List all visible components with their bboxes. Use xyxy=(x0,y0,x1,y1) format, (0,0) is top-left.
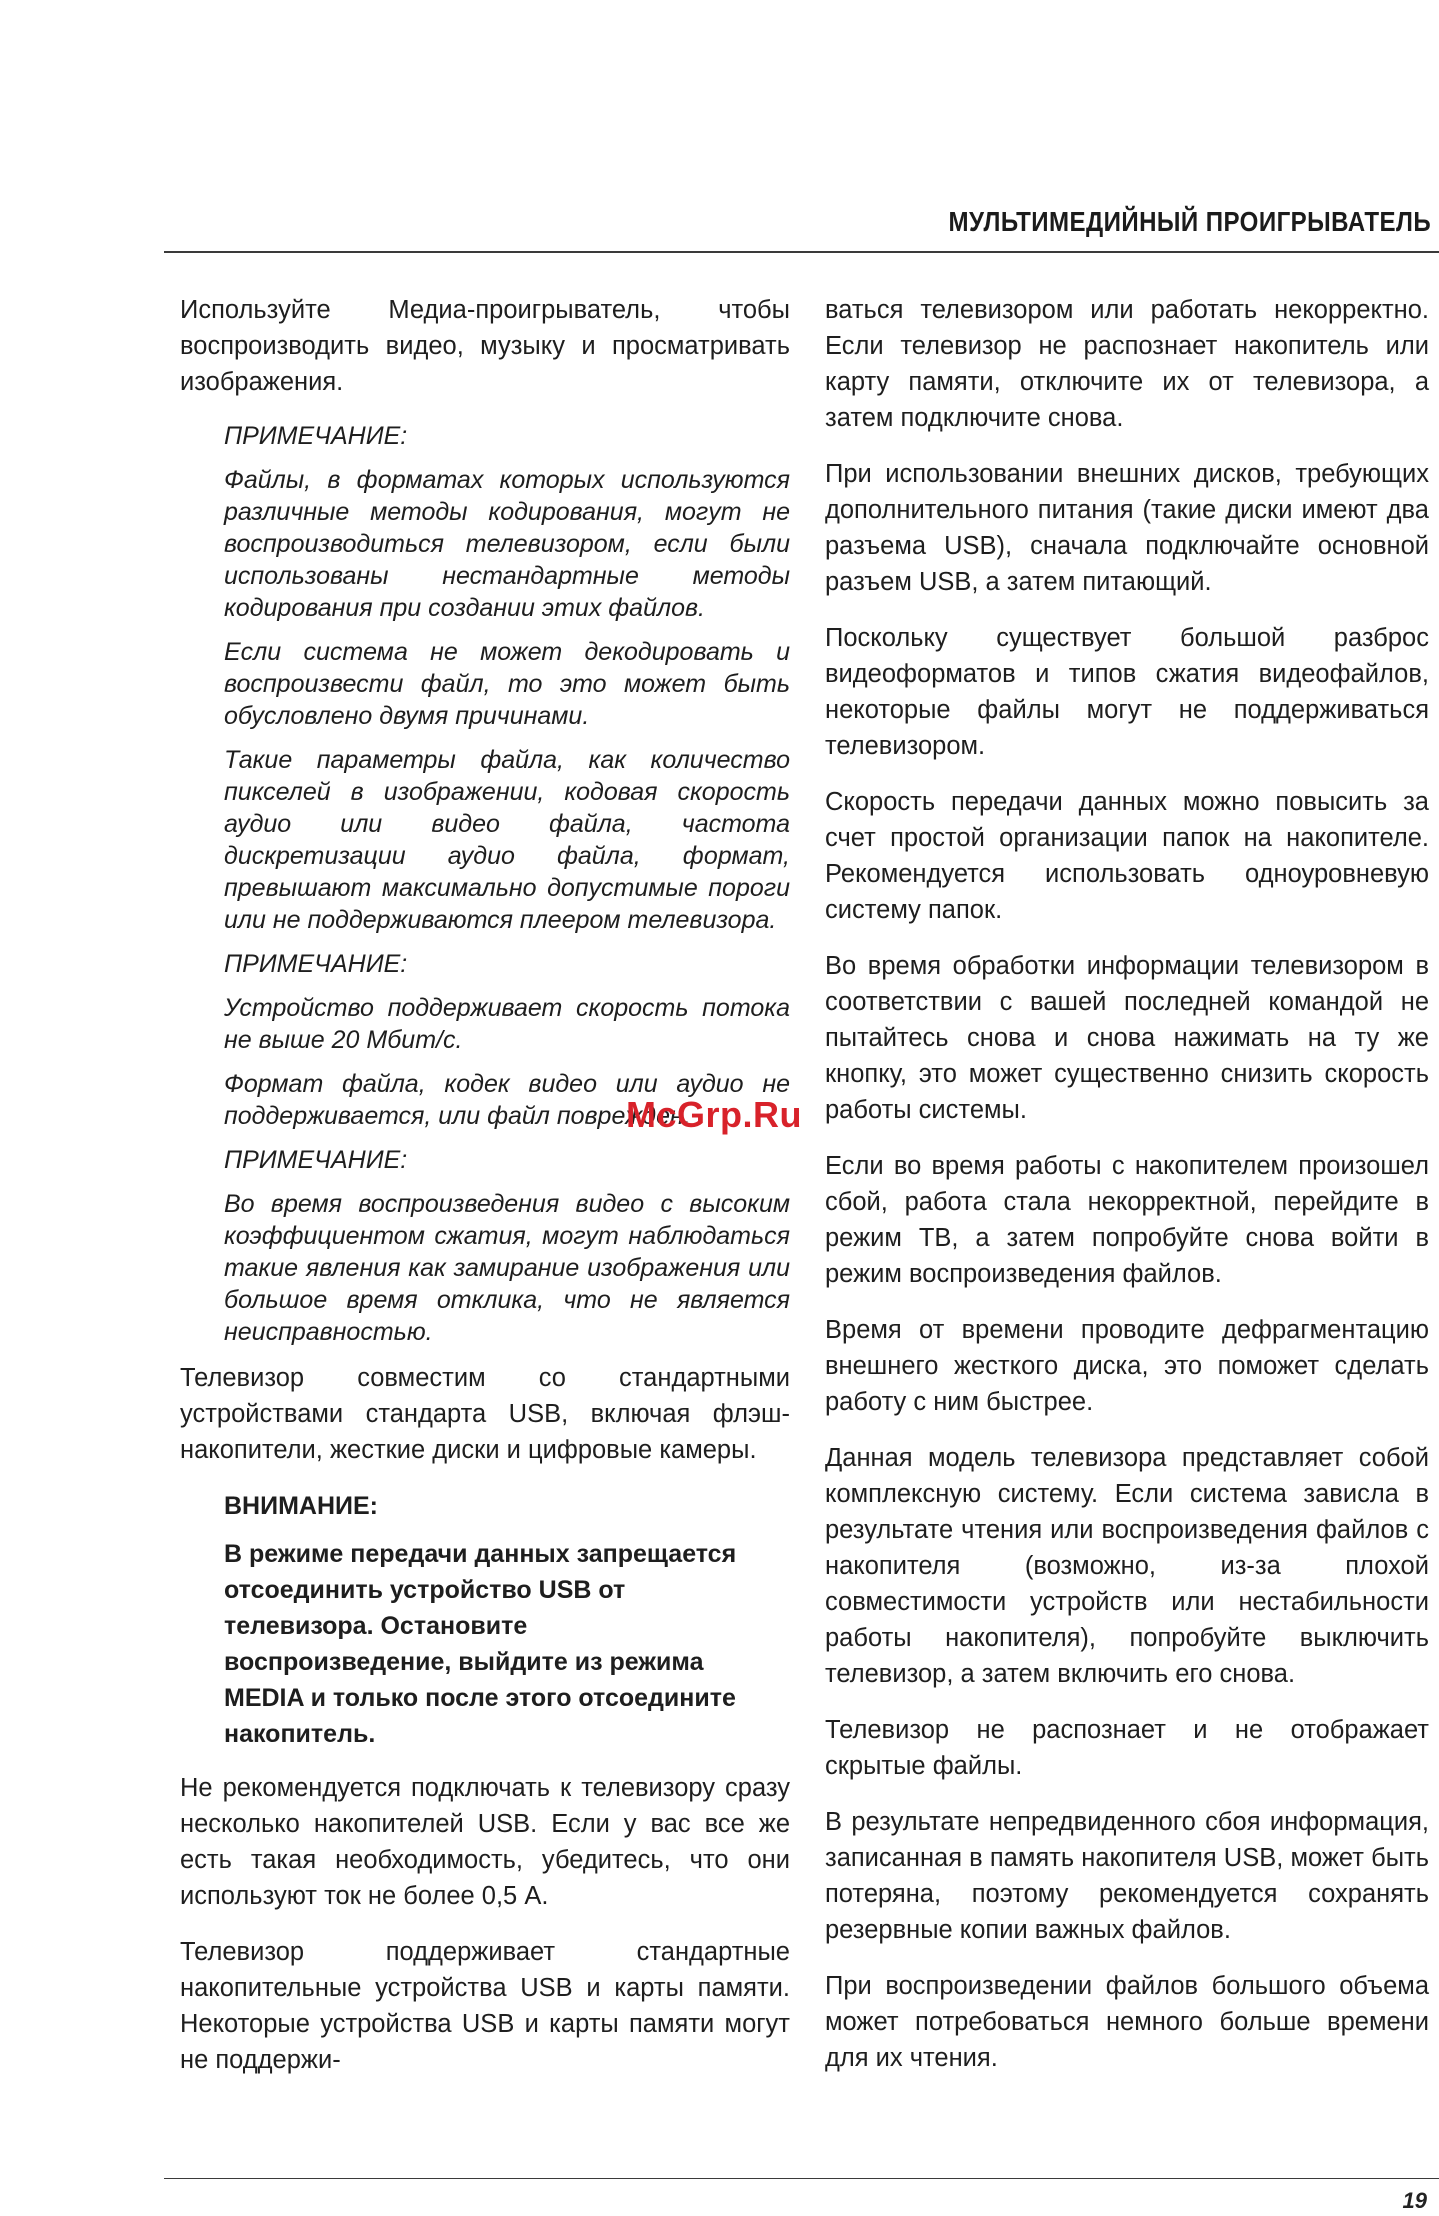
right-paragraph: Поскольку существует большой разброс видеоформатов и типов сжатия видеофайлов, некоторые файлы могут не поддерживаться телевизором. xyxy=(825,624,1429,760)
warning-block xyxy=(224,1488,750,1752)
supports-paragraph: Телевизор поддерживает стандартные накопительные устройства USB и карты памяти. Некоторые устройства USB и карты памяти могут не поддержи- xyxy=(180,1938,790,2074)
note-paragraph: Формат файла, кодек видео или аудио не поддерживается, или файл поврежден. xyxy=(224,1070,790,1130)
page-number: 19 xyxy=(1402,2188,1427,2213)
note-block-3 xyxy=(224,1144,790,1348)
right-paragraph: При использовании внешних дисков, требующих дополнительного питания (такие диски имеют два разъема USB), сначала подключайте основной разъем USB, а затем питающий. xyxy=(825,460,1429,596)
right-paragraph: Если во время работы с накопителем произошел сбой, работа стала некорректной, перейдите в режим ТВ, а затем попробуйте снова войти в режим воспроизведения файлов. xyxy=(825,1152,1429,1288)
footer-rule xyxy=(164,2178,1439,2179)
right-paragraph: Данная модель телевизора представляет собой комплексную систему. Если система зависла в результате чтения или воспроизведения файлов с накопителя (возможно, из-за плохой совместимости устройств или нестабильности работы накопителя), попробуйте выключить телевизор, а затем включить его снова. xyxy=(825,1444,1429,1688)
note-label: ПРИМЕЧАНИЕ: xyxy=(224,950,408,978)
right-paragraph: В результате непредвиденного сбоя информация, записанная в память накопителя USB, может быть потеряна, поэтому рекомендуется сохранять резервные копии важных файлов. xyxy=(825,1808,1429,1944)
left-column xyxy=(180,292,790,2098)
right-paragraph: Во время обработки информации телевизором в соответствии с вашей последней командой не пытайтесь снова и снова нажимать на ту же кнопку, это может существенно снизить скорость работы системы. xyxy=(825,952,1429,1124)
right-paragraph: ваться телевизором или работать некорректно. Если телевизор не распознает накопитель или карту памяти, отключите их от телевизора, а затем подключите снова. xyxy=(825,296,1429,432)
header-rule xyxy=(164,251,1439,253)
section-title: МУЛЬТИМЕДИЙНЫЙ ПРОИГРЫВАТЕЛЬ xyxy=(948,206,1431,237)
watermark: McGrp.Ru xyxy=(626,1094,803,1135)
note-paragraph: Такие параметры файла, как количество пикселей в изображении, кодовая скорость аудио или видео файла, частота дискретизации аудио файла, формат, превышают максимально допустимые пороги или не поддерживаются плеером телевизора. xyxy=(224,746,790,934)
warning-text: В режиме передачи данных запрещается отсоединить устройство USB от телевизора. Остановите воспроизведение, выйдите из режима MEDIA и только после этого отсоедините накопитель. xyxy=(224,1540,737,1748)
intro-paragraph: Используйте Медиа-проигрыватель, чтобы воспроизводить видео, музыку и просматривать изображения. xyxy=(180,296,790,396)
right-paragraph: При воспроизведении файлов большого объема может потребоваться немного больше времени для их чтения. xyxy=(825,1972,1429,2072)
note-paragraph: Устройство поддерживает скорость потока не выше 20 Мбит/с. xyxy=(224,994,790,1054)
right-paragraph: Время от времени проводите дефрагментацию внешнего жесткого диска, это поможет сделать работу с ним быстрее. xyxy=(825,1316,1429,1416)
right-paragraph: Скорость передачи данных можно повысить за счет простой организации папок на накопителе. Рекомендуется использовать одноуровневую систему папок. xyxy=(825,788,1429,924)
right-paragraph: Телевизор не распознает и не отображает скрытые файлы. xyxy=(825,1716,1429,1780)
right-column xyxy=(825,292,1429,2096)
compatibility-paragraph: Телевизор совместим со стандартными устройствами стандарта USB, включая флэш-накопители, жесткие диски и цифровые камеры. xyxy=(180,1364,790,1464)
note-paragraph: Во время воспроизведения видео с высоким коэффициентом сжатия, могут наблюдаться такие явления как замирание изображения или большое время отклика, что не является неисправностью. xyxy=(224,1190,790,1346)
note-paragraph: Файлы, в форматах которых используются различные методы кодирования, могут не воспроизводиться телевизором, если были использованы нестандартные методы кодирования при создании этих файлов. xyxy=(224,466,790,622)
warning-label: ВНИМАНИЕ: xyxy=(224,1492,378,1520)
note-label: ПРИМЕЧАНИЕ: xyxy=(224,1146,408,1174)
note-paragraph: Если система не может декодировать и воспроизвести файл, то это может быть обусловлено двумя причинами. xyxy=(224,638,790,730)
note-block-1 xyxy=(224,420,790,936)
multi-usb-paragraph: Не рекомендуется подключать к телевизору сразу несколько накопителей USB. Если у вас все же есть такая необходимость, убедитесь, что они используют ток не более 0,5 А. xyxy=(180,1774,790,1910)
note-label: ПРИМЕЧАНИЕ: xyxy=(224,422,408,450)
